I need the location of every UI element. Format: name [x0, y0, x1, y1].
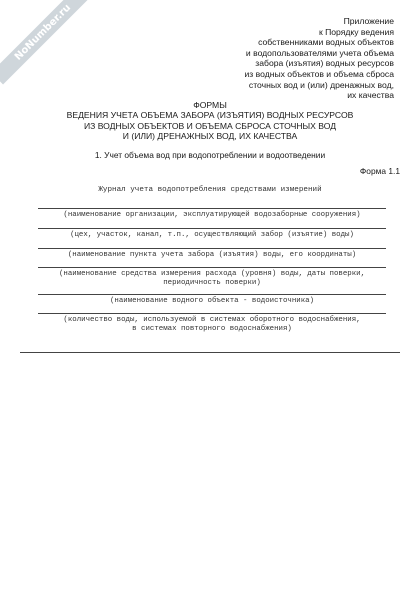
field-metering-point[interactable] [38, 248, 386, 260]
appendix-line: их качества [347, 90, 394, 101]
appendix-header [194, 16, 394, 101]
journal-title: Журнал учета водопотребления средствами измерений [98, 186, 322, 194]
field-line [38, 228, 386, 229]
field-caption: периодичность поверки) [163, 279, 261, 288]
forms-title-line: И (ИЛИ) ДРЕНАЖНЫХ ВОД, ИХ КАЧЕСТВА [122, 131, 298, 142]
field-line [38, 208, 386, 209]
field-caption: (цех, участок, канал, т.п., осуществляющий забор (изъятие) воды) [70, 231, 354, 239]
appendix-line: из водных объектов и объема сброса [244, 68, 394, 79]
appendix-line: забора (изъятия) водных ресурсов [255, 58, 394, 69]
field-line [38, 248, 386, 249]
appendix-line: Приложение [343, 16, 394, 26]
appendix-line: и водопользователями учета объема [245, 47, 394, 58]
field-caption: (наименование пункта учета забора (изъятия) воды, его координаты) [67, 251, 357, 259]
section-heading: 1. Учет объема вод при водопотреблении и водоотведении [94, 150, 326, 160]
field-department[interactable] [38, 228, 386, 240]
appendix-line: сточных вод и (или) дренажных вод, [248, 79, 394, 90]
forms-title [0, 100, 420, 142]
field-line [38, 267, 386, 268]
field-measuring-instrument[interactable] [38, 267, 386, 288]
field-caption: (наименование водного объекта - водоисточника) [109, 297, 314, 305]
forms-title-line: ИЗ ВОДНЫХ ОБЪЕКТОВ И ОБЪЕМА СБРОСА СТОЧНЫХ ВОД [83, 120, 337, 131]
forms-title-line: ФОРМЫ [193, 100, 227, 110]
bottom-divider [20, 352, 400, 353]
field-line [38, 294, 386, 295]
field-caption: (количество воды, используемой в системах оборотного водоснабжения, [63, 316, 361, 324]
field-water-body[interactable] [38, 294, 386, 306]
appendix-line: к Порядку ведения [318, 26, 394, 37]
watermark-banner: NoNumber.ru [0, 0, 95, 84]
form-number: Форма 1.1 [359, 166, 400, 176]
field-organization[interactable] [38, 208, 386, 220]
field-caption: (наименование средства измерения расхода (уровня) воды, даты поверки, [58, 270, 366, 278]
field-recycled-water[interactable] [38, 313, 386, 334]
appendix-line: собственниками водных объектов [258, 37, 394, 48]
field-line [38, 313, 386, 314]
forms-title-line: ВЕДЕНИЯ УЧЕТА ОБЪЕМА ЗАБОРА (ИЗЪЯТИЯ) ВОДНЫХ РЕСУРСОВ [66, 110, 354, 121]
field-caption: (наименование организации, эксплуатирующей водозаборные сооружения) [63, 211, 361, 219]
field-caption: в системах повторного водоснабжения) [132, 325, 292, 334]
